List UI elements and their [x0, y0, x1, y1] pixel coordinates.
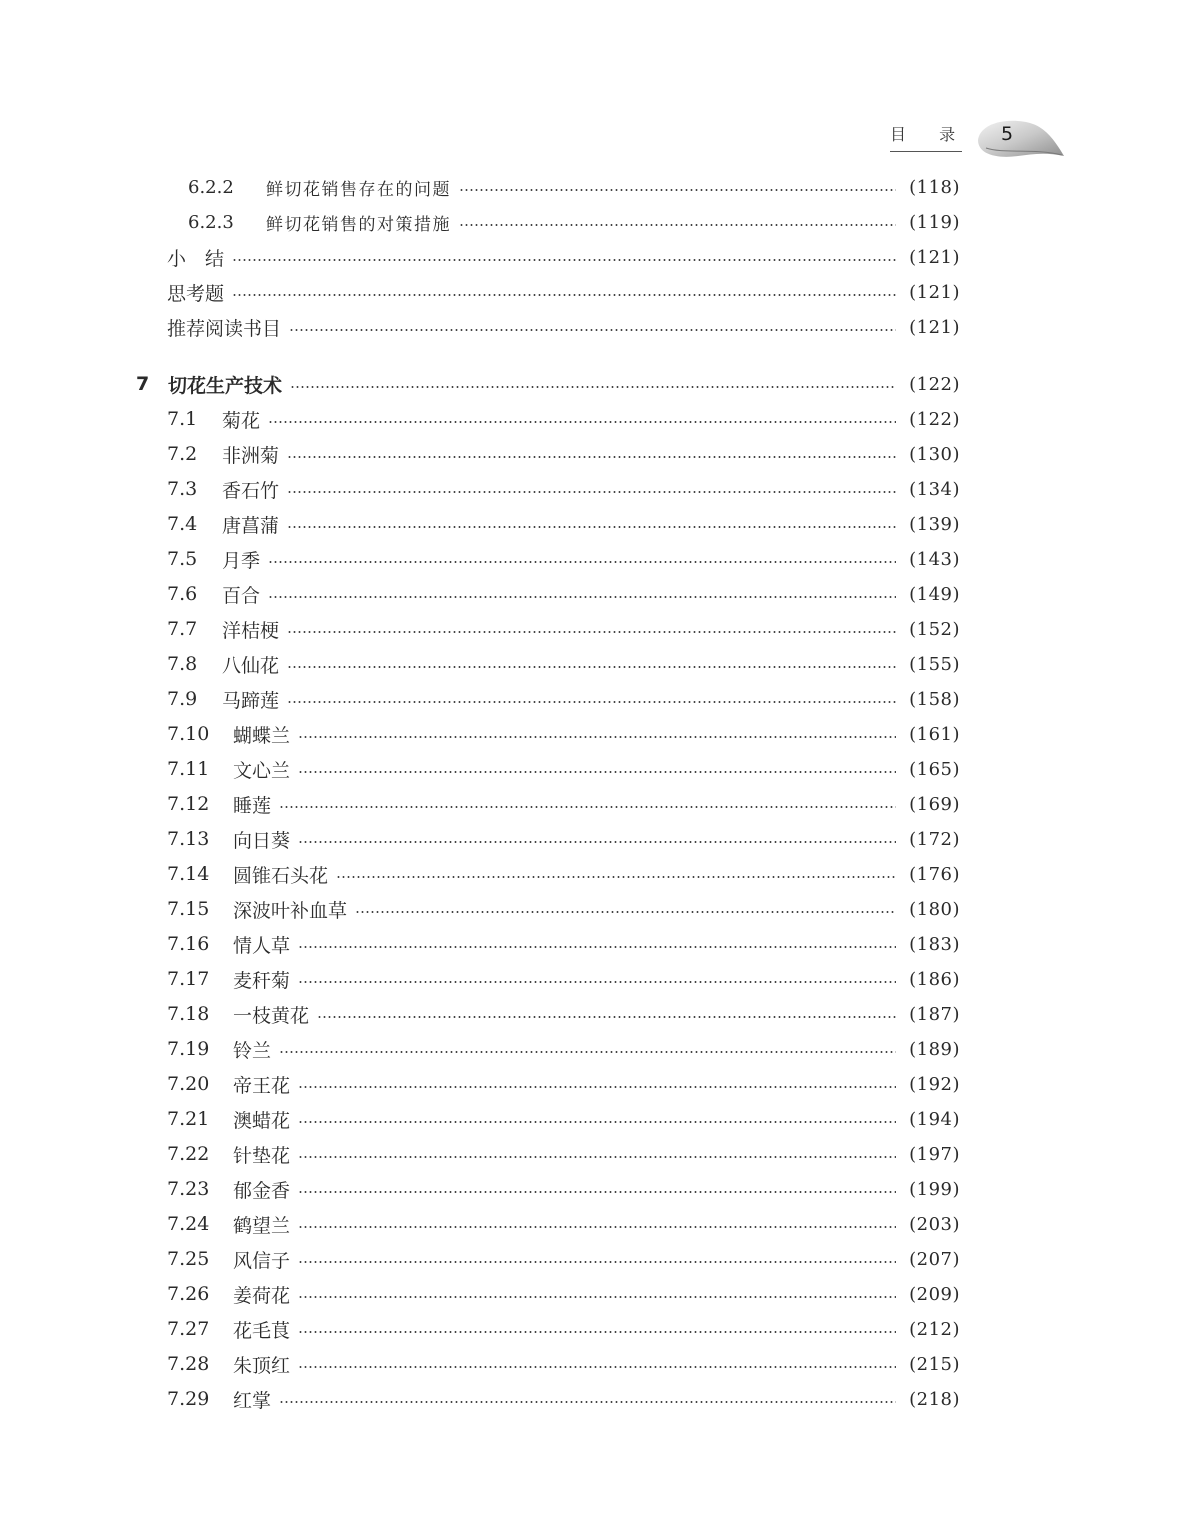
- toc-entry-title: 八仙花: [222, 654, 280, 677]
- toc-entry-number: 6.2.2: [188, 176, 234, 198]
- toc-entry-number: 7.12: [167, 793, 210, 815]
- dot-leader: [268, 561, 896, 563]
- dot-leader: [279, 1401, 896, 1403]
- dot-leader: [317, 1016, 896, 1018]
- toc-entry-page: (165): [909, 758, 960, 780]
- toc-entry-number: 7.9: [167, 688, 198, 710]
- toc-entry-number: 7.1: [167, 408, 198, 430]
- toc-entry: [188, 172, 960, 202]
- toc-entry-number: 7.6: [167, 583, 198, 605]
- toc-entry-page: (203): [909, 1213, 960, 1235]
- dot-leader: [298, 981, 896, 983]
- toc-entry-page: (215): [909, 1353, 960, 1375]
- toc-entry-page: (186): [909, 968, 960, 990]
- toc-entry: [167, 789, 960, 819]
- toc-entry: [167, 649, 960, 679]
- toc-entry: [167, 1069, 960, 1099]
- header-label: 目 录: [890, 122, 962, 152]
- toc-entry-number: 7.3: [167, 478, 198, 500]
- dot-leader: [298, 736, 896, 738]
- dot-leader: [268, 596, 896, 598]
- toc-entry-title: 深波叶补血草: [233, 899, 348, 922]
- page-number: 5: [1000, 123, 1014, 145]
- dot-leader: [298, 1331, 896, 1333]
- dot-leader: [298, 841, 896, 843]
- toc-entry-page: (218): [909, 1388, 960, 1410]
- toc-entry-number: 7.2: [167, 443, 198, 465]
- toc-entry-page: (176): [909, 863, 960, 885]
- toc-entry: [167, 1139, 960, 1169]
- toc-entry-page: (121): [909, 316, 960, 338]
- toc-entry: [167, 509, 960, 539]
- toc-entry-page: (130): [909, 443, 960, 465]
- dot-leader: [459, 224, 896, 226]
- toc-entry-title: 百合: [222, 584, 261, 607]
- toc-entry: [167, 754, 960, 784]
- dot-leader: [298, 1261, 896, 1263]
- toc-entry: [167, 929, 960, 959]
- dot-leader: [298, 1191, 896, 1193]
- toc-entry-page: (161): [909, 723, 960, 745]
- toc-entry-number: 7.28: [167, 1353, 210, 1375]
- toc-entry-page: (189): [909, 1038, 960, 1060]
- toc-entry-title: 蝴蝶兰: [233, 724, 291, 747]
- toc-entry-title: 非洲菊: [222, 444, 280, 467]
- toc-entry-page: (139): [909, 513, 960, 535]
- toc-entry: [167, 1174, 960, 1204]
- toc-entry: [167, 1384, 960, 1414]
- toc-entry: [167, 1034, 960, 1064]
- toc-entry: [167, 242, 960, 272]
- toc-entry: [167, 1244, 960, 1274]
- toc-entry: [167, 579, 960, 609]
- toc-entry: [167, 999, 960, 1029]
- toc-entry-page: (197): [909, 1143, 960, 1165]
- toc-entry-title: 圆锥石头花: [233, 864, 329, 887]
- toc-entry-number: 7.29: [167, 1388, 210, 1410]
- toc-entry-number: 7.15: [167, 898, 210, 920]
- toc-entry: [167, 719, 960, 749]
- dot-leader: [298, 1366, 896, 1368]
- toc-entry-title: 切花生产技术: [168, 374, 283, 397]
- toc-entry-number: 6.2.3: [188, 211, 234, 233]
- toc-entry-title: 香石竹: [222, 479, 280, 502]
- toc-entry-page: (143): [909, 548, 960, 570]
- dot-leader: [287, 666, 896, 668]
- toc-entry-title: 唐菖蒲: [222, 514, 280, 537]
- toc-entry-page: (122): [909, 373, 960, 395]
- toc-entry-title: 鹤望兰: [233, 1214, 291, 1237]
- toc-entry-page: (119): [909, 211, 960, 233]
- toc-entry-page: (158): [909, 688, 960, 710]
- toc-entry-number: 7.22: [167, 1143, 210, 1165]
- dot-leader: [459, 189, 896, 191]
- toc-entry: [188, 207, 960, 237]
- toc-entry-title: 鲜切花销售的对策措施: [266, 214, 451, 235]
- dot-leader: [298, 946, 896, 948]
- toc-entry-number: 7.17: [167, 968, 210, 990]
- toc-entry: [167, 614, 960, 644]
- toc-entry-page: (118): [909, 176, 960, 198]
- toc-entry-number: 7.25: [167, 1248, 210, 1270]
- toc-entry: [167, 859, 960, 889]
- toc-entry-title: 月季: [222, 549, 261, 572]
- dot-leader: [298, 1226, 896, 1228]
- toc-entry-title: 针垫花: [233, 1144, 291, 1167]
- toc-entry-page: (121): [909, 281, 960, 303]
- dot-leader: [290, 386, 896, 388]
- toc-entry: [167, 1279, 960, 1309]
- toc-entry-number: 7.20: [167, 1073, 210, 1095]
- toc-entry: [167, 964, 960, 994]
- toc-entry-number: 7.24: [167, 1213, 210, 1235]
- toc-entry-title: 文心兰: [233, 759, 291, 782]
- dot-leader: [298, 1296, 896, 1298]
- toc-entry: [136, 369, 960, 399]
- toc-entry-page: (122): [909, 408, 960, 430]
- toc-entry-page: (183): [909, 933, 960, 955]
- toc-entry-number: 7.5: [167, 548, 198, 570]
- toc-entry-number: 7.16: [167, 933, 210, 955]
- toc-entry-number: 7.18: [167, 1003, 210, 1025]
- toc-entry-page: (199): [909, 1178, 960, 1200]
- dot-leader: [298, 1156, 896, 1158]
- toc-entry-page: (172): [909, 828, 960, 850]
- dot-leader: [298, 1121, 896, 1123]
- toc-entry-title: 推荐阅读书目: [167, 317, 282, 340]
- toc-entry-number: 7.13: [167, 828, 210, 850]
- dot-leader: [287, 701, 896, 703]
- toc-entry: [167, 894, 960, 924]
- toc-entry-number: 7: [136, 373, 150, 395]
- toc-entry-page: (207): [909, 1248, 960, 1270]
- toc-entry-number: 7.27: [167, 1318, 210, 1340]
- toc-entry-title: 马蹄莲: [222, 689, 280, 712]
- toc-entry-page: (169): [909, 793, 960, 815]
- toc-entry-title: 情人草: [233, 934, 291, 957]
- dot-leader: [232, 259, 896, 261]
- toc-entry-number: 7.8: [167, 653, 198, 675]
- toc-entry-page: (121): [909, 246, 960, 268]
- page-number-badge: [974, 118, 1066, 162]
- dot-leader: [287, 631, 896, 633]
- toc-entry-number: 7.11: [167, 758, 210, 780]
- dot-leader: [232, 294, 896, 296]
- toc-entry-title: 一枝黄花: [233, 1004, 310, 1027]
- dot-leader: [279, 806, 896, 808]
- toc-entry-title: 麦秆菊: [233, 969, 291, 992]
- toc-entry-page: (194): [909, 1108, 960, 1130]
- toc-entry: [167, 824, 960, 854]
- toc-entry-page: (149): [909, 583, 960, 605]
- dot-leader: [287, 526, 896, 528]
- toc-entry-page: (134): [909, 478, 960, 500]
- toc-entry-page: (152): [909, 618, 960, 640]
- toc-entry-title: 红掌: [233, 1389, 272, 1412]
- toc-entry-title: 菊花: [222, 409, 261, 432]
- dot-leader: [268, 421, 896, 423]
- dot-leader: [336, 876, 896, 878]
- toc-entry-title: 鲜切花销售存在的问题: [266, 179, 451, 200]
- toc-entry-number: 7.26: [167, 1283, 210, 1305]
- toc-entry-number: 7.14: [167, 863, 210, 885]
- toc-entry-title: 朱顶红: [233, 1354, 291, 1377]
- toc-entry-title: 小 结: [167, 247, 225, 270]
- toc-entry-title: 帝王花: [233, 1074, 291, 1097]
- toc-entry-title: 睡莲: [233, 794, 272, 817]
- toc-entry-page: (192): [909, 1073, 960, 1095]
- toc-entry: [167, 684, 960, 714]
- toc-entry: [167, 1314, 960, 1344]
- toc-entry: [167, 474, 960, 504]
- toc-entry: [167, 1209, 960, 1239]
- dot-leader: [298, 771, 896, 773]
- toc-entry-title: 姜荷花: [233, 1284, 291, 1307]
- toc-entry: [167, 277, 960, 307]
- toc-entry-number: 7.4: [167, 513, 198, 535]
- toc-entry-title: 思考题: [167, 282, 225, 305]
- toc-entry: [167, 1349, 960, 1379]
- toc-entry-number: 7.7: [167, 618, 198, 640]
- leaf-badge-icon: [974, 118, 1066, 162]
- toc-entry-title: 铃兰: [233, 1039, 272, 1062]
- toc-entry-number: 7.21: [167, 1108, 210, 1130]
- dot-leader: [279, 1051, 896, 1053]
- toc-entry-number: 7.19: [167, 1038, 210, 1060]
- toc-entry: [167, 544, 960, 574]
- toc-entry-title: 向日葵: [233, 829, 291, 852]
- toc-entry-page: (155): [909, 653, 960, 675]
- dot-leader: [298, 1086, 896, 1088]
- toc-entry-title: 花毛茛: [233, 1319, 291, 1342]
- toc-entry-page: (212): [909, 1318, 960, 1340]
- toc-entry-number: 7.23: [167, 1178, 210, 1200]
- dot-leader: [355, 911, 896, 913]
- toc-entry-number: 7.10: [167, 723, 210, 745]
- toc-entry-page: (187): [909, 1003, 960, 1025]
- toc-entry: [167, 404, 960, 434]
- toc-entry-title: 澳蜡花: [233, 1109, 291, 1132]
- dot-leader: [287, 491, 896, 493]
- toc-entry: [167, 439, 960, 469]
- toc-entry-page: (180): [909, 898, 960, 920]
- dot-leader: [287, 456, 896, 458]
- toc-entry-page: (209): [909, 1283, 960, 1305]
- toc-entry-title: 郁金香: [233, 1179, 291, 1202]
- running-header: [890, 118, 1070, 168]
- toc-entry: [167, 1104, 960, 1134]
- dot-leader: [289, 329, 896, 331]
- toc-entry-title: 风信子: [233, 1249, 291, 1272]
- toc-entry-title: 洋桔梗: [222, 619, 280, 642]
- toc-entry: [167, 312, 960, 342]
